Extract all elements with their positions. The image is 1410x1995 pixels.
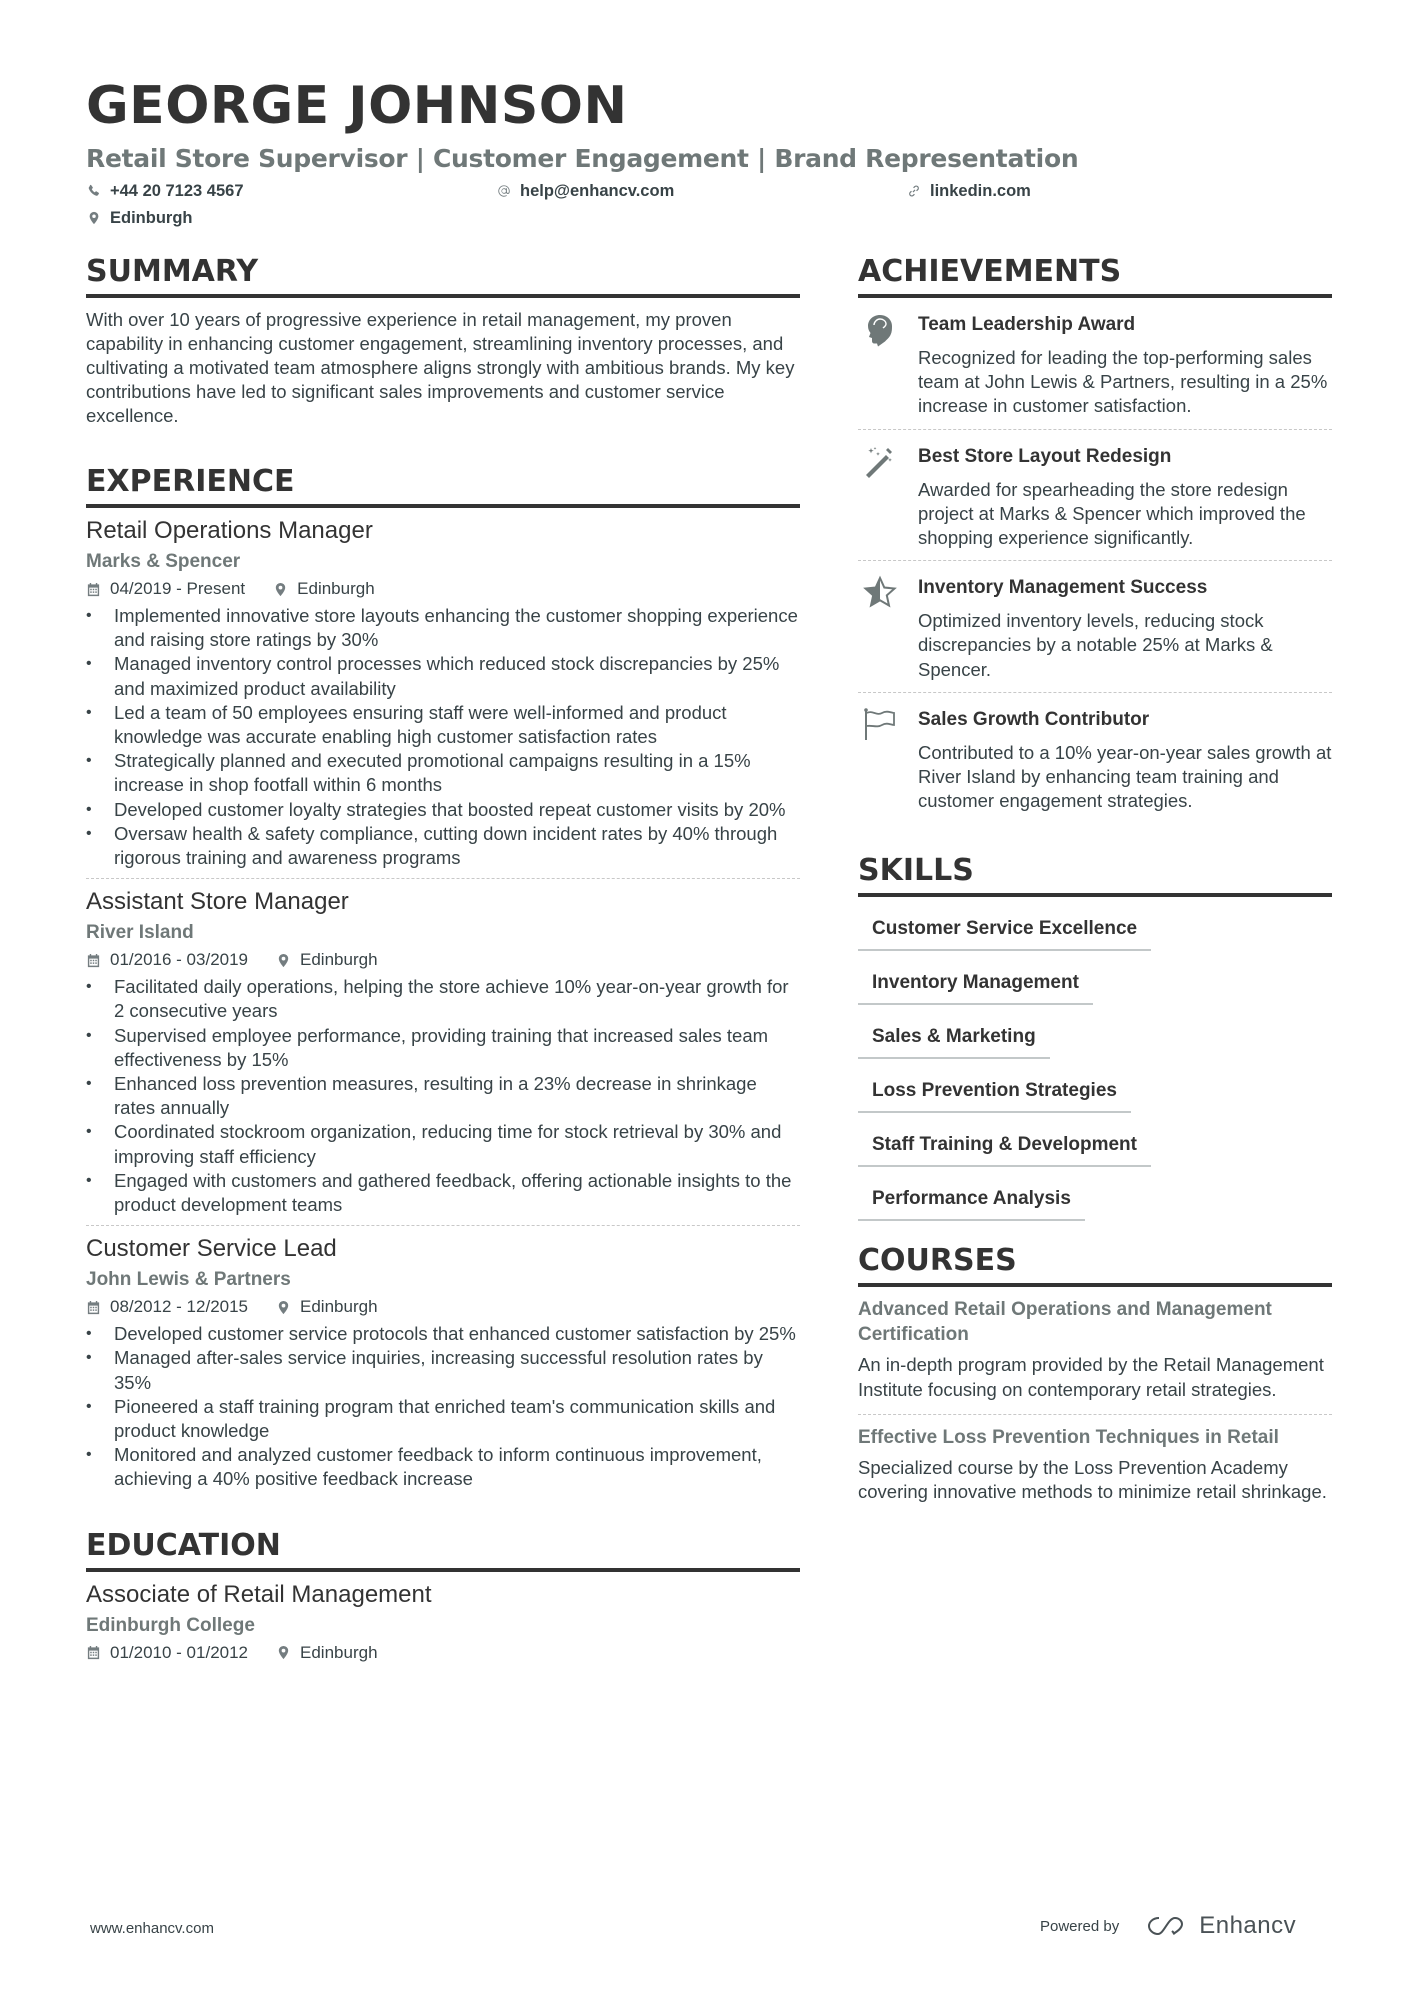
achievement-body (918, 707, 1332, 814)
contact-linkedin[interactable] (906, 178, 1031, 204)
location-pin-icon (276, 953, 291, 968)
achievement-desc: Recognized for leading the top-performing sales team at John Lewis & Partners, resulting in a 25% increase in customer satisfaction. (918, 347, 1328, 417)
skills-section (858, 851, 1332, 1221)
job-meta (86, 1294, 800, 1320)
calendar-icon (86, 953, 101, 968)
location-pin-icon (276, 1300, 291, 1315)
enhancv-logo-icon (1145, 1913, 1191, 1939)
course-desc: An in-depth program provided by the Retail Management Institute focusing on contemporary retail strategies. (858, 1354, 1324, 1400)
flag-icon (858, 707, 918, 814)
course-item (858, 1414, 1332, 1516)
school-name: Edinburgh College (86, 1614, 255, 1636)
job-bullets (86, 975, 800, 1217)
summary-text: With over 10 years of progressive experience in retail management, my proven capability in enhancing customer engagement, streamlining inventory processes, and cultivating a motivated team atmosphere aligns strongly with ambitious brands. My key contributions have led to significant sales improvements and customer service excellence. (86, 309, 795, 426)
footer-powered-by (1040, 1912, 1296, 1940)
courses-section (858, 1241, 1332, 1516)
summary-section (86, 252, 800, 428)
job-meta (86, 947, 800, 973)
bullet-item: • Developed customer service protocols that enhanced customer satisfaction by 25% (86, 1322, 800, 1346)
job-location (276, 947, 378, 973)
location-pin-icon (86, 210, 102, 226)
skill-tag: Customer Service Excellence (858, 913, 1151, 951)
bullet-item: • Developed customer loyalty strategies that boosted repeat customer visits by 20% (86, 798, 800, 822)
enhancv-logo[interactable] (1145, 1912, 1296, 1940)
course-item (858, 1287, 1332, 1413)
candidate-name: GEORGE JOHNSON (86, 76, 628, 136)
half-star-icon (858, 575, 918, 682)
skills-list (858, 913, 1332, 1221)
experience-entry (86, 878, 800, 1225)
bullet-item: • Pioneered a staff training program that enriched team's communication skills and product knowledge (86, 1395, 800, 1443)
section-title-skills: SKILLS (858, 851, 1332, 897)
achievement-desc: Contributed to a 10% year-on-year sales growth at River Island by enhancing team training and customer engagement strategies. (918, 741, 1332, 812)
achievement-item (858, 298, 1332, 429)
education-location (276, 1640, 378, 1666)
education-meta (86, 1640, 800, 1666)
calendar-icon (86, 1645, 101, 1660)
resume-page (86, 72, 1332, 1662)
course-title: Advanced Retail Operations and Management Certification (858, 1299, 1272, 1346)
achievement-item (858, 560, 1332, 692)
achievements-section (858, 252, 1332, 823)
left-column (86, 252, 800, 1674)
education-dates: 01/2010 - 01/2012 (110, 1642, 249, 1662)
achievement-title: Inventory Management Success (918, 577, 1208, 599)
job-bullets (86, 604, 800, 870)
link-icon (906, 183, 922, 199)
right-column (858, 252, 1332, 1516)
bullet-item: • Implemented innovative store layouts enhancing the customer shopping experience and raising store ratings by 30% (86, 604, 800, 652)
magic-wand-icon (858, 444, 918, 551)
section-title-experience: EXPERIENCE (86, 462, 800, 508)
bullet-item: • Led a team of 50 employees ensuring staff were well-informed and product knowledge was accurate enabling high customer satisfaction rates (86, 701, 800, 749)
achievement-body (918, 312, 1332, 419)
achievement-body (918, 575, 1332, 682)
achievement-item (858, 429, 1332, 561)
experience-entry (86, 508, 800, 878)
job-bullets (86, 1322, 800, 1491)
bullet-item: • Managed inventory control processes which reduced stock discrepancies by 25% and maximized product availability (86, 652, 800, 700)
job-dates: 08/2012 - 12/2015 (110, 1297, 249, 1317)
contact-location (86, 205, 192, 231)
bullet-item: • Facilitated daily operations, helping the store achieve 10% year-on-year growth for 2 consecutive years (86, 975, 800, 1023)
education-entry (86, 1572, 800, 1674)
experience-entry (86, 1225, 800, 1499)
job-location (276, 1294, 378, 1320)
contact-phone (86, 178, 244, 204)
company-name: Marks & Spencer (86, 551, 241, 572)
achievement-title: Team Leadership Award (918, 314, 1136, 335)
job-location-text: Edinburgh (300, 950, 378, 970)
job-dates: 04/2019 - Present (110, 579, 246, 598)
skill-tag: Sales & Marketing (858, 1021, 1050, 1059)
achievement-desc: Awarded for spearheading the store redesign project at Marks & Spencer which improved the shopping experience significantly. (918, 478, 1306, 549)
skill-tag: Staff Training & Development (858, 1129, 1151, 1167)
enhancv-brand-text: Enhancv (1199, 1912, 1297, 1939)
location-value: Edinburgh (110, 208, 193, 227)
achievement-desc: Optimized inventory levels, reducing stock discrepancies by a notable 25% at Marks & Spencer. (918, 610, 1273, 680)
bullet-item: • Managed after-sales service inquiries, increasing successful resolution rates by 35% (86, 1346, 800, 1394)
achievement-title: Sales Growth Contributor (918, 708, 1150, 730)
job-location (273, 576, 375, 602)
job-location-text: Edinburgh (297, 579, 375, 598)
contact-email[interactable] (496, 178, 674, 204)
job-meta (86, 576, 800, 602)
calendar-icon (86, 1300, 101, 1315)
course-title: Effective Loss Prevention Techniques in Retail (858, 1426, 1279, 1448)
phone-value: +44 20 7123 4567 (110, 181, 244, 200)
bullet-item: • Supervised employee performance, providing training that increased sales team effectiveness by 15% (86, 1024, 800, 1072)
bullet-item: • Engaged with customers and gathered feedback, offering actionable insights to the product development teams (86, 1169, 800, 1217)
section-title-summary: SUMMARY (86, 252, 800, 298)
section-title-courses: COURSES (858, 1241, 1332, 1287)
footer-website[interactable]: www.enhancv.com (90, 1920, 214, 1937)
skill-tag: Performance Analysis (858, 1183, 1085, 1221)
calendar-icon (86, 582, 101, 597)
education-section (86, 1526, 800, 1674)
powered-by-label: Powered by (1040, 1917, 1120, 1935)
phone-icon (86, 183, 102, 199)
section-title-education: EDUCATION (86, 1526, 800, 1572)
job-dates: 01/2016 - 03/2019 (110, 950, 249, 970)
contact-info (86, 178, 1332, 234)
email-value[interactable]: help@enhancv.com (520, 181, 675, 200)
job-title: Assistant Store Manager (86, 888, 349, 916)
linkedin-value[interactable]: linkedin.com (930, 181, 1031, 200)
achievement-item (858, 692, 1332, 824)
company-name: River Island (86, 922, 194, 944)
bullet-item: • Monitored and analyzed customer feedback to inform continuous improvement, achieving a 40% positive feedback increase (86, 1443, 800, 1491)
bullet-item: • Strategically planned and executed promotional campaigns resulting in a 15% increase in shop footfall within 6 months (86, 749, 800, 797)
experience-section (86, 462, 800, 1500)
course-desc: Specialized course by the Loss Prevention Academy covering innovative methods to minimize retail shrinkage. (858, 1456, 1327, 1503)
achievement-title: Best Store Layout Redesign (918, 445, 1172, 467)
location-pin-icon (276, 1645, 291, 1660)
bullet-item: • Oversaw health & safety compliance, cutting down incident rates by 40% through rigorous training and awareness programs (86, 822, 800, 870)
skill-tag: Loss Prevention Strategies (858, 1075, 1131, 1113)
job-title: Customer Service Lead (86, 1235, 337, 1263)
company-name: John Lewis & Partners (86, 1269, 291, 1291)
bullet-item: • Enhanced loss prevention measures, resulting in a 23% decrease in shrinkage rates annually (86, 1072, 800, 1120)
candidate-headline: Retail Store Supervisor | Customer Engagement | Brand Representation (86, 144, 1079, 173)
achievement-body (918, 444, 1332, 551)
education-location-text: Edinburgh (300, 1642, 378, 1662)
job-title: Retail Operations Manager (86, 517, 373, 544)
skill-tag: Inventory Management (858, 967, 1093, 1005)
degree-title: Associate of Retail Management (86, 1580, 432, 1608)
job-location-text: Edinburgh (300, 1297, 378, 1317)
location-pin-icon (273, 582, 288, 597)
bullet-item: • Coordinated stockroom organization, reducing time for stock retrieval by 30% and improving staff efficiency (86, 1120, 800, 1168)
head-brain-icon (858, 312, 918, 419)
at-sign-icon (496, 183, 512, 199)
section-title-achievements: ACHIEVEMENTS (858, 252, 1332, 298)
